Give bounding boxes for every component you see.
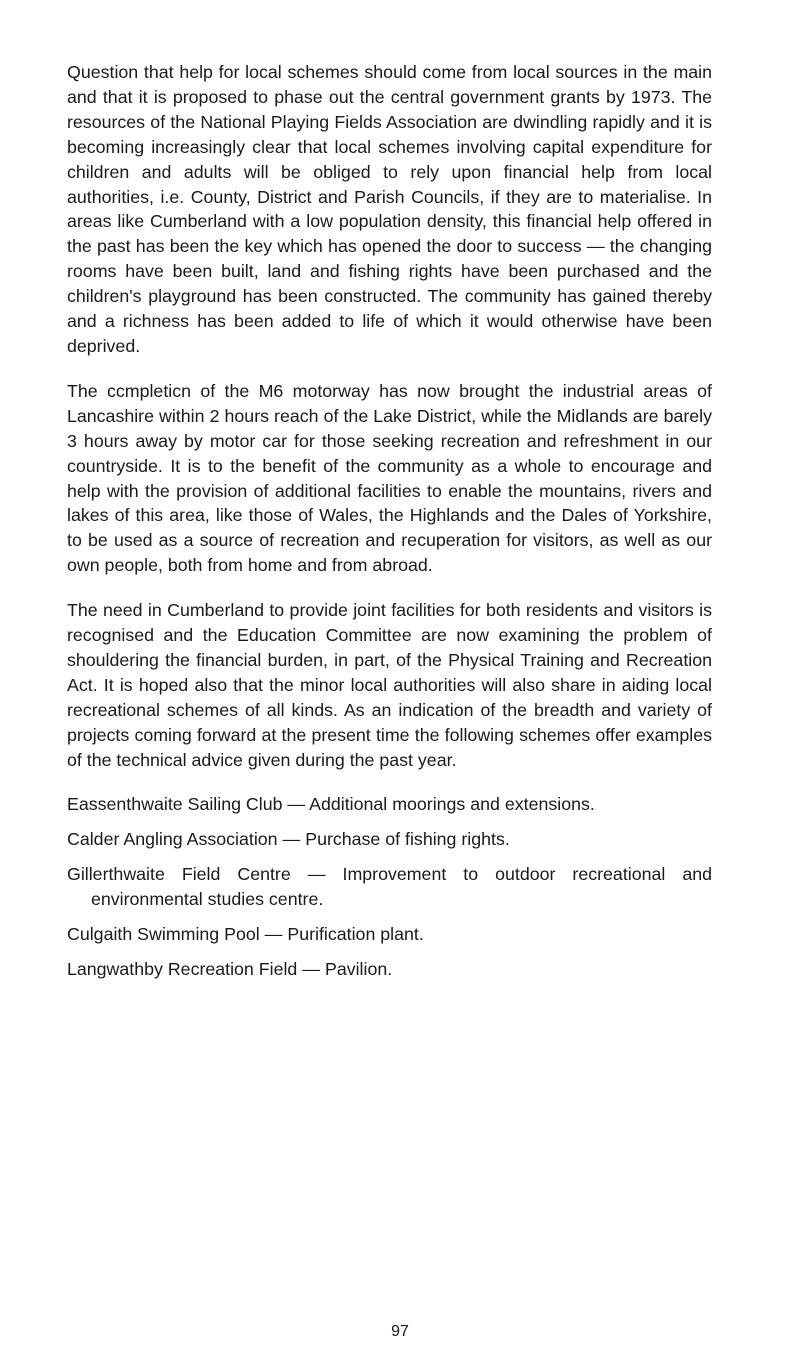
page-number: 97 bbox=[391, 1323, 409, 1340]
paragraph-m6-motorway: The ccmpleticn of the M6 motorway has now brought the industrial areas of Lancashire within 2 hours reach of the Lake District, while the Midlands are barely 3 hours away by motor car for those seeking recreation and refreshment in our countryside. It is to the benefit of the community as a whole to encourage and help with the provision of additional facilities to enable the mountains, rivers and lakes of this area, like those of Wales, the Highlands and the Dales of Yorkshire, to be used as a source of recreation and recuperation for visitors, as well as our own people, both from home and from abroad. bbox=[67, 380, 712, 576]
schemes-list bbox=[67, 792, 712, 981]
list-item: Langwathby Recreation Field — Pavilion. bbox=[67, 959, 393, 979]
list-item: Eassenthwaite Sailing Club — Additional moorings and extensions. bbox=[67, 794, 595, 815]
list-item: Gillerthwaite Field Centre — Improvement to outdoor recreational and environmental studies centre. bbox=[67, 864, 712, 910]
list-item: Calder Angling Association — Purchase of fishing rights. bbox=[67, 829, 510, 850]
paragraph-joint-facilities: The need in Cumberland to provide joint facilities for both residents and visitors is recognised and the Education Committee are now examining the problem of shouldering the financial burden, in part, of the Physical Training and Recreation Act. It is hoped also that the minor local authorities will also share in aiding local recreational schemes of all kinds. As an indication of the breadth and variety of projects coming forward at the present time the following schemes offer examples of the technical advice given during the past year. bbox=[67, 600, 712, 770]
list-item: Culgaith Swimming Pool — Purification plant. bbox=[67, 924, 424, 945]
paragraph-local-funding: Question that help for local schemes should come from local sources in the main and that it is proposed to phase out the central government grants by 1973. The resources of the National Playing Fields Association are dwindling rapidly and it is becoming increasingly clear that local schemes involving capital expenditure for children and adults will be obliged to rely upon financial help from local authorities, i.e. County, District and Parish Councils, if they are to materialise. In areas like Cumberland with a low population density, this financial help offered in the past has been the key which has opened the door to success — the changing rooms have been built, land and fishing rights have been purchased and the children's playground has been constructed. The community has gained thereby and a richness has been added to life of which it would otherwise have been deprived. bbox=[67, 62, 712, 356]
document-page bbox=[67, 60, 712, 992]
